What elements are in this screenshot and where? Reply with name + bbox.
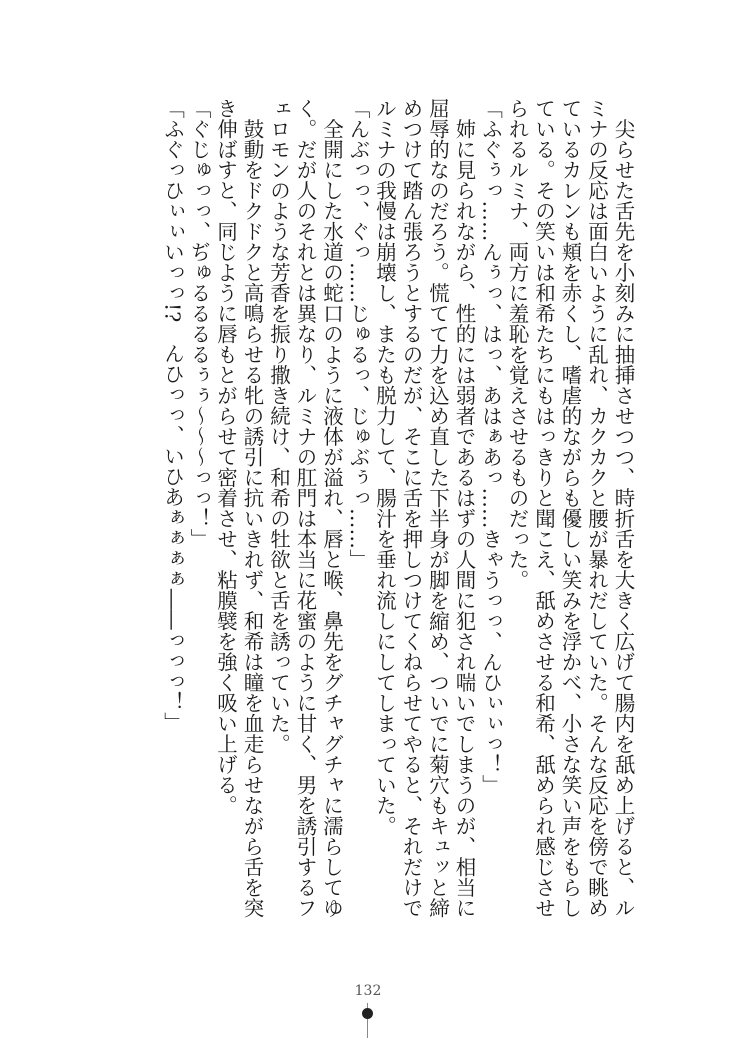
page-number: 132	[354, 983, 382, 999]
text-line: ミナの反応は面白いように乱れ、カクカクと腰が暴れだしていた。そんな反応を傍で眺め	[584, 98, 609, 918]
text-line: 「ぐじゅっっ、ぢゅるるるるぅぅ〜〜〜っっ！」	[187, 98, 211, 549]
text-line: 「んぶっっ、ぐっ……じゅるっ、じゅぶぅっ……」	[346, 98, 370, 570]
text-line: 姉に見られながら、性的には弱者であるはずの人間に犯され喘いでしまうのが、相当に	[452, 98, 476, 918]
text-line: めつけて踏ん張ろうとするのだが、そこに舌を押しつけてくねらせてやると、それだけで	[399, 98, 423, 918]
text-line: き伸ばすと、同じように唇もとがらせて密着させ、粘膜襞を強く吸い上げる。	[213, 98, 238, 816]
text-line: 全開にした水道の蛇口のように液体が溢れ、唇と喉、鼻先をグチャグチャに濡らしてゆ	[319, 98, 344, 918]
text-line: 尖らせた舌先を小刻みに抽挿させつつ、時折舌を大きく広げて腸内を舐め上げると、ル	[611, 98, 635, 918]
text-line: 鼓動をドクドクと高鳴らせる牝の誘引に抗いきれず、和希は瞳を血走らせながら舌を突	[240, 98, 264, 918]
page-marker-dot-icon	[362, 1008, 373, 1019]
text-line: く。だが人のそれとは異なり、ルミナの肛門は本当に花蜜のように甘く、男を誘引するフ	[293, 98, 317, 918]
text-line: られるルミナ、両方に羞恥を覚えさせるものだった。	[505, 98, 529, 590]
text-line: ている。その笑いは和希たちにもはっきりと聞こえ、舐めさせる和希、舐められ感じさせ	[531, 98, 556, 918]
text-line: ェロモンのような芳香を振り撒き続け、和希の牡欲と舌を誘っていた。	[266, 98, 291, 754]
text-line: ているカレンも頬を赤くし、嗜虐的ながらも優しい笑みを浮かべ、小さな笑い声をもらし	[558, 98, 582, 918]
body-text	[100, 98, 636, 960]
text-line: 屈辱的なのだろう。慌てて力を込め直した下半身が脚を縮め、ついでに菊穴もキュッと締	[425, 98, 450, 918]
text-line: ルミナの我慢は崩壊し、またも脱力して、腸汁を垂れ流しにしてしまっていた。	[372, 98, 397, 836]
text-line: 「ふぐっひぃぃいっっ!? んひっっ、いひあぁぁぁぁ――っっっ！」	[160, 98, 185, 733]
text-line: 「ふぐぅっ……んぅっ、はっ、あはぁあっ……きゃうっっ、んひぃぃっ！」	[478, 98, 503, 795]
